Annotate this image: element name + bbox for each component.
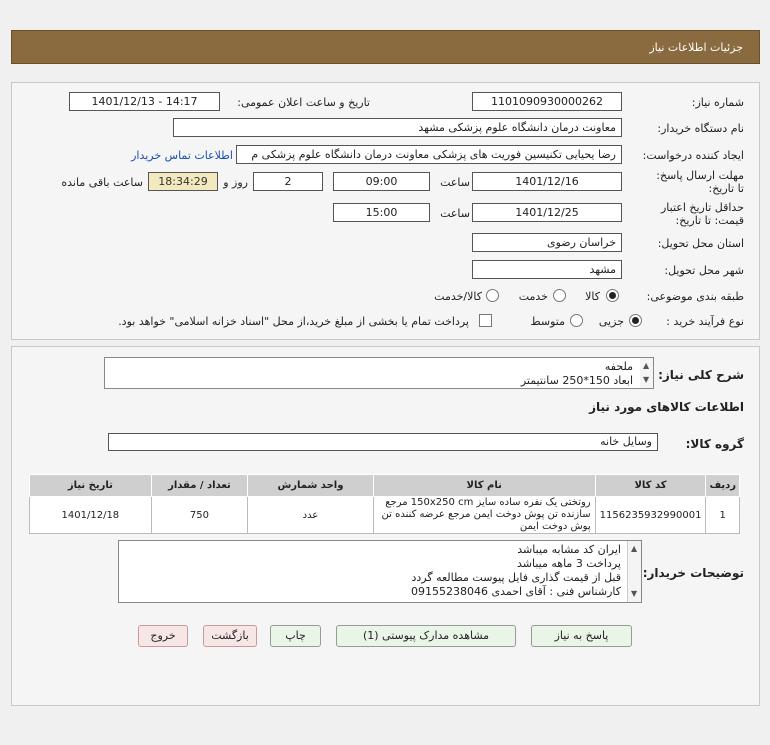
creator-field[interactable]: رضا یحیایی تکنیسین فوریت های پزشکی معاونت درمان دانشگاه علوم پزشکی م: [236, 145, 622, 164]
col-code: کد کالا: [595, 475, 706, 497]
city-label: شهر محل تحویل:: [664, 264, 744, 277]
goods-group-field[interactable]: وسایل خانه: [108, 433, 658, 451]
validity-time-field[interactable]: 15:00: [333, 203, 430, 222]
buyer-note-line-4: کارشناس فنی : آقای احمدی 09155238046: [410, 585, 621, 598]
cell-code: 1156235932990001: [595, 497, 706, 534]
buyer-notes-scrollbar[interactable]: [627, 541, 641, 602]
category-goods-radio[interactable]: [606, 289, 619, 302]
category-goods-service-label: کالا/خدمت: [434, 290, 482, 303]
category-label: طبقه بندی موضوعی:: [646, 290, 744, 303]
need-number-field[interactable]: 1101090930000262: [472, 92, 622, 111]
exit-button[interactable]: خروج: [138, 625, 188, 647]
buyer-note-line-2: پرداخت 3 ماهه میباشد: [517, 557, 621, 570]
deadline-hour-label: ساعت: [440, 176, 470, 189]
cell-unit: عدد: [248, 497, 374, 534]
summary-line-2: ابعاد 150*250 سانتیمتر: [520, 374, 633, 387]
reply-button[interactable]: پاسخ به نیاز: [531, 625, 632, 647]
goods-group-label: گروه کالا:: [685, 437, 744, 451]
deadline-date-field[interactable]: 1401/12/16: [472, 172, 622, 191]
page-title: جزئیات اطلاعات نیاز: [649, 41, 743, 54]
scroll-down-icon[interactable]: ▼: [643, 375, 650, 384]
table-header-row: [30, 475, 740, 497]
province-field[interactable]: خراسان رضوی: [472, 233, 622, 252]
scroll-up-icon[interactable]: ▲: [643, 361, 650, 370]
page-header: [11, 30, 760, 64]
days-label: روز و: [223, 176, 248, 189]
creator-label: ایجاد کننده درخواست:: [642, 149, 744, 162]
col-qty: تعداد / مقدار: [151, 475, 247, 497]
process-medium-radio[interactable]: [570, 314, 583, 327]
table-row[interactable]: [30, 497, 740, 534]
goods-section-title: اطلاعات کالاهای مورد نیاز: [589, 400, 744, 414]
validity-hour-label: ساعت: [440, 207, 470, 220]
scroll-down-icon[interactable]: ▼: [631, 589, 638, 598]
deadline-time-field[interactable]: 09:00: [333, 172, 430, 191]
category-service-radio[interactable]: [553, 289, 566, 302]
cell-name: روتختی یک نفره ساده سایز 150x250 cm مرجع سازنده تن پوش دوخت ایمن مرجع عرضه کننده تن پوش دوخت ایمن: [373, 497, 595, 534]
remaining-label: ساعت باقی مانده: [61, 176, 143, 189]
col-date: تاریخ نیاز: [30, 475, 152, 497]
validity-date-field[interactable]: 1401/12/25: [472, 203, 622, 222]
contact-buyer-link[interactable]: اطلاعات تماس خریدار: [131, 149, 233, 162]
need-number-label: شماره نیاز:: [691, 96, 744, 109]
buyer-notes-textarea[interactable]: [118, 540, 642, 603]
col-unit: واحد شمارش: [248, 475, 374, 497]
treasury-payment-checkbox[interactable]: [479, 314, 492, 327]
buyer-note-line-3: قبل از قیمت گذاری فایل پیوست مطالعه گردد: [411, 571, 621, 584]
validity-label: حداقل تاریخ اعتبار قیمت: تا تاریخ:: [660, 201, 744, 227]
province-label: استان محل تحویل:: [657, 237, 744, 250]
items-table: [29, 474, 740, 534]
city-field[interactable]: مشهد: [472, 260, 622, 279]
announce-label: تاریخ و ساعت اعلان عمومی:: [237, 96, 370, 109]
category-goods-label: کالا: [585, 290, 600, 303]
col-row: ردیف: [706, 475, 740, 497]
category-goods-service-radio[interactable]: [486, 289, 499, 302]
print-button[interactable]: چاپ: [270, 625, 321, 647]
cell-date: 1401/12/18: [30, 497, 152, 534]
process-minor-label: جزیی: [598, 315, 624, 328]
attachments-button[interactable]: مشاهده مدارک پیوستی (1): [336, 625, 516, 647]
col-name: نام کالا: [373, 475, 595, 497]
back-button[interactable]: بازگشت: [203, 625, 257, 647]
process-label: نوع فرآیند خرید :: [666, 315, 744, 328]
cell-row: 1: [706, 497, 740, 534]
remaining-time-field: 18:34:29: [148, 172, 218, 191]
cell-qty: 750: [151, 497, 247, 534]
category-service-label: خدمت: [518, 290, 548, 303]
summary-textarea[interactable]: [104, 357, 654, 389]
process-minor-radio[interactable]: [629, 314, 642, 327]
process-medium-label: متوسط: [530, 315, 565, 328]
summary-line-1: ملحفه: [604, 360, 633, 373]
buyer-notes-label: توضیحات خریدار:: [642, 566, 744, 580]
deadline-label: مهلت ارسال پاسخ: تا تاریخ:: [656, 169, 744, 195]
buyer-label: نام دستگاه خریدار:: [657, 122, 744, 135]
scroll-up-icon[interactable]: ▲: [631, 544, 638, 553]
buyer-note-line-1: ایران کد مشابه میباشد: [517, 543, 621, 556]
buyer-field[interactable]: معاونت درمان دانشگاه علوم پزشکی مشهد: [173, 118, 622, 137]
treasury-payment-note: پرداخت تمام یا بخشی از مبلغ خرید،از محل "اسناد خزانه اسلامی" خواهد بود.: [118, 315, 469, 328]
days-field[interactable]: 2: [253, 172, 323, 191]
announce-field[interactable]: 1401/12/13 - 14:17: [69, 92, 220, 111]
summary-label: شرح کلی نیاز:: [658, 368, 744, 382]
summary-scrollbar[interactable]: [640, 358, 654, 388]
